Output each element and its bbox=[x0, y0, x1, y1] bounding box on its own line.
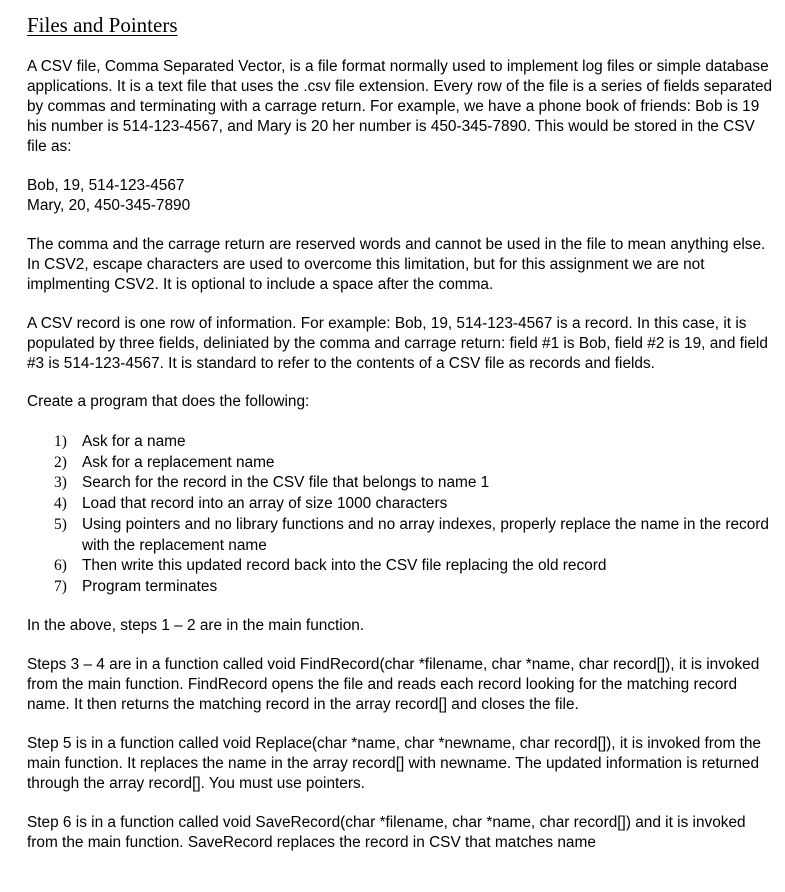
list-item bbox=[27, 494, 777, 515]
create-program-intro: Create a program that does the following: bbox=[27, 393, 310, 410]
page-title: Files and Pointers bbox=[27, 13, 178, 37]
list-item bbox=[27, 515, 777, 556]
step-number: 4) bbox=[54, 495, 67, 513]
step-text: Search for the record in the CSV file that belongs to name 1 bbox=[82, 474, 490, 492]
step-text: Load that record into an array of size 1000 characters bbox=[82, 495, 448, 513]
reserved-words-paragraph: The comma and the carrage return are reserved words and cannot be used in the file to mean anything else. In CSV2, escape characters are used to overcome this limitation, but for this assignment we are not implmenting CSV2. It is optional to include a space after the comma. bbox=[27, 236, 766, 293]
csv-record-paragraph: A CSV record is one row of information. For example: Bob, 19, 514-123-4567 is a record. In this case, it is populated by three fields, deliniated by the comma and carrage return: field #1 is Bob, field #2 is 19, and field #3 is 514-123-4567. It is standard to refer to the contents of a CSV file as records and fields. bbox=[27, 315, 768, 372]
step-number: 3) bbox=[54, 474, 67, 492]
list-item bbox=[27, 473, 777, 494]
step-number: 7) bbox=[54, 577, 67, 595]
list-item bbox=[27, 453, 777, 474]
step-number: 1) bbox=[54, 433, 67, 450]
list-item bbox=[27, 432, 777, 453]
step-number: 5) bbox=[54, 515, 67, 533]
step-text: Ask for a replacement name bbox=[82, 453, 275, 471]
main-function-note: In the above, steps 1 – 2 are in the main function. bbox=[27, 616, 365, 634]
csv-example-block bbox=[27, 176, 777, 216]
intro-paragraph: A CSV file, Comma Separated Vector, is a file format normally used to implement log files or simple database applications. It is a text file that uses the .csv file extension. Every row of the file is a series of fields separated by commas and terminating with a carrage return. For example, we have a phone book of friends: Bob is 19 his number is 514-123-4567, and Mary is 20 her number is 450-345-7890. This would be stored in the CSV file as: bbox=[27, 58, 773, 155]
step-number: 2) bbox=[54, 453, 67, 471]
save-record-paragraph: Step 6 is in a function called void SaveRecord(char *filename, char *name, char record[]) and it is invoked from the main function. SaveRecord replaces the record in CSV that matches name bbox=[27, 813, 746, 851]
find-record-paragraph: Steps 3 – 4 are in a function called void FindRecord(char *filename, char *name, char record[]), it is invoked from the main function. FindRecord opens the file and reads each record looking for the matching record name. It then returns the matching record in the array record[] and closes the file. bbox=[27, 655, 760, 713]
steps-list bbox=[27, 432, 777, 598]
list-item bbox=[27, 556, 777, 577]
step-text: Using pointers and no library functions and no array indexes, properly replace the name in the record with the replacement name bbox=[82, 515, 769, 554]
step-text: Ask for a name bbox=[82, 433, 186, 450]
step-number: 6) bbox=[54, 557, 67, 575]
step-text: Program terminates bbox=[82, 577, 218, 595]
csv-example-line: Mary, 20, 450-345-7890 bbox=[27, 197, 191, 214]
document-page bbox=[27, 0, 777, 853]
list-item bbox=[27, 577, 777, 598]
replace-paragraph: Step 5 is in a function called void Replace(char *name, char *newname, char record[]), it is invoked from the main function. It replaces the name in the array record[] with newname. The updated information is returned through the array record[]. You must use pointers. bbox=[27, 734, 761, 792]
csv-example-line: Bob, 19, 514-123-4567 bbox=[27, 177, 185, 194]
step-text: Then write this updated record back into the CSV file replacing the old record bbox=[82, 557, 607, 575]
